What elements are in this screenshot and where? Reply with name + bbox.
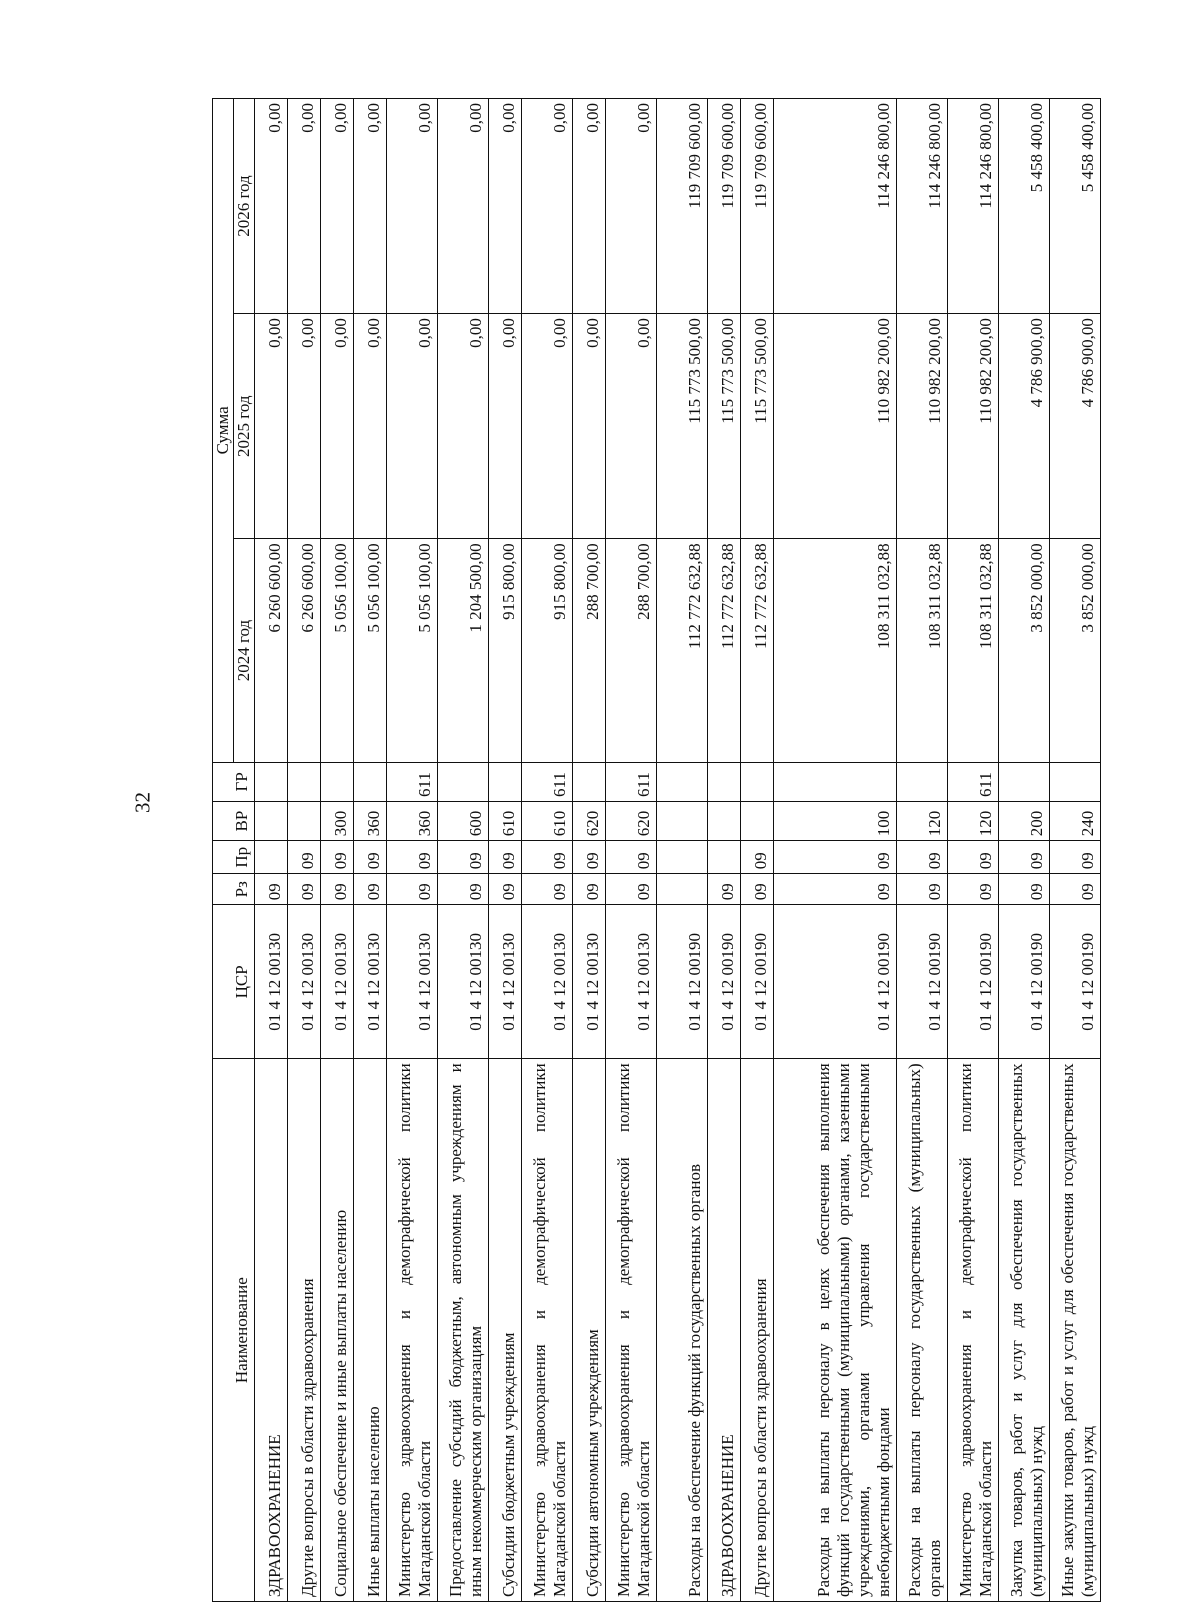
row-rz: 09 [522, 874, 573, 905]
row-pr: 09 [288, 841, 321, 874]
row-sum-2024: 915 800,00 [489, 539, 522, 762]
row-rz: 09 [1050, 874, 1101, 905]
table-row [999, 99, 1050, 1602]
row-vr: 360 [387, 801, 438, 840]
row-rz: 09 [897, 874, 948, 905]
row-sum-2026: 0,00 [354, 99, 387, 314]
row-rz: 09 [708, 874, 741, 905]
row-rz: 09 [321, 874, 354, 905]
row-csr: 01 4 12 00190 [657, 905, 708, 1059]
row-sum-2025: 0,00 [573, 314, 606, 539]
row-sum-2024: 108 311 032,88 [948, 539, 999, 762]
row-name: Другие вопросы в области здравоохранения [288, 1059, 321, 1602]
row-gr [288, 762, 321, 801]
row-rz: 09 [354, 874, 387, 905]
row-pr: 09 [522, 841, 573, 874]
row-pr: 09 [774, 841, 897, 874]
row-vr: 610 [489, 801, 522, 840]
row-name: Министерство здравоохранения и демографической политики Магаданской области [606, 1059, 657, 1602]
row-csr: 01 4 12 00130 [489, 905, 522, 1059]
row-pr: 09 [999, 841, 1050, 874]
table-row [708, 99, 741, 1602]
row-sum-2026: 0,00 [321, 99, 354, 314]
row-sum-2026: 5 458 400,00 [999, 99, 1050, 314]
row-rz: 09 [438, 874, 489, 905]
row-sum-2024: 112 772 632,88 [657, 539, 708, 762]
row-vr: 120 [948, 801, 999, 840]
row-vr [657, 801, 708, 840]
row-pr: 09 [489, 841, 522, 874]
row-sum-2025: 0,00 [321, 314, 354, 539]
row-sum-2026: 119 709 600,00 [657, 99, 708, 314]
row-csr: 01 4 12 00130 [573, 905, 606, 1059]
row-gr [774, 762, 897, 801]
row-sum-2025: 0,00 [387, 314, 438, 539]
row-sum-2026: 114 246 800,00 [948, 99, 999, 314]
row-rz: 09 [948, 874, 999, 905]
row-sum-2026: 5 458 400,00 [1050, 99, 1101, 314]
row-gr [354, 762, 387, 801]
row-sum-2024: 288 700,00 [606, 539, 657, 762]
row-gr [999, 762, 1050, 801]
row-vr: 600 [438, 801, 489, 840]
row-sum-2024: 6 260 600,00 [255, 539, 288, 762]
header-pr: Пр [213, 841, 255, 874]
row-vr: 100 [774, 801, 897, 840]
row-vr [288, 801, 321, 840]
row-name: Иные выплаты населению [354, 1059, 387, 1602]
row-sum-2025: 115 773 500,00 [657, 314, 708, 539]
row-gr [489, 762, 522, 801]
row-sum-2025: 0,00 [522, 314, 573, 539]
row-sum-2024: 6 260 600,00 [288, 539, 321, 762]
header-year-2025: 2025 год [234, 314, 255, 539]
row-csr: 01 4 12 00130 [255, 905, 288, 1059]
row-name: Другие вопросы в области здравоохранения [741, 1059, 774, 1602]
row-vr [741, 801, 774, 840]
table-row [489, 99, 522, 1602]
row-gr: 611 [387, 762, 438, 801]
table-row [522, 99, 573, 1602]
row-name: Иные закупки товаров, работ и услуг для обеспечения государственных (муниципальных) нужд [1050, 1059, 1101, 1602]
row-name: Министерство здравоохранения и демографической политики Магаданской области [522, 1059, 573, 1602]
table-row [354, 99, 387, 1602]
row-vr [708, 801, 741, 840]
row-rz: 09 [573, 874, 606, 905]
row-name: Министерство здравоохранения и демографической политики Магаданской области [387, 1059, 438, 1602]
row-pr: 09 [1050, 841, 1101, 874]
table-row [657, 99, 708, 1602]
row-rz: 09 [288, 874, 321, 905]
row-rz: 09 [255, 874, 288, 905]
page-number: 32 [130, 792, 155, 813]
row-sum-2025: 110 982 200,00 [774, 314, 897, 539]
row-rz: 09 [606, 874, 657, 905]
row-gr [438, 762, 489, 801]
row-name: ЗДРАВООХРАНЕНИЕ [708, 1059, 741, 1602]
table-row [387, 99, 438, 1602]
row-sum-2025: 0,00 [489, 314, 522, 539]
row-pr: 09 [438, 841, 489, 874]
table-row [741, 99, 774, 1602]
row-pr: 09 [948, 841, 999, 874]
row-gr: 611 [522, 762, 573, 801]
header-row-1 [213, 99, 234, 1602]
row-name: Социальное обеспечение и иные выплаты населению [321, 1059, 354, 1602]
row-sum-2024: 288 700,00 [573, 539, 606, 762]
row-sum-2025: 4 786 900,00 [999, 314, 1050, 539]
row-pr: 09 [387, 841, 438, 874]
rotated-table-container [212, 98, 1097, 1602]
row-vr: 620 [573, 801, 606, 840]
header-name: Наименование [213, 1059, 255, 1602]
row-name: Субсидии автономным учреждениям [573, 1059, 606, 1602]
row-sum-2025: 0,00 [288, 314, 321, 539]
row-pr: 09 [741, 841, 774, 874]
row-csr: 01 4 12 00190 [948, 905, 999, 1059]
row-sum-2025: 0,00 [255, 314, 288, 539]
header-year-2024: 2024 год [234, 539, 255, 762]
row-sum-2024: 112 772 632,88 [708, 539, 741, 762]
row-csr: 01 4 12 00190 [897, 905, 948, 1059]
row-sum-2025: 115 773 500,00 [741, 314, 774, 539]
row-gr [255, 762, 288, 801]
row-sum-2026: 119 709 600,00 [741, 99, 774, 314]
row-vr: 360 [354, 801, 387, 840]
row-name: Субсидии бюджетным учреждениям [489, 1059, 522, 1602]
header-vr: ВР [213, 801, 255, 840]
row-sum-2026: 0,00 [489, 99, 522, 314]
row-csr: 01 4 12 00130 [288, 905, 321, 1059]
row-sum-2024: 3 852 000,00 [1050, 539, 1101, 762]
row-csr: 01 4 12 00130 [321, 905, 354, 1059]
row-sum-2026: 0,00 [438, 99, 489, 314]
row-vr: 620 [606, 801, 657, 840]
table-row [897, 99, 948, 1602]
row-sum-2026: 0,00 [255, 99, 288, 314]
row-sum-2026: 0,00 [522, 99, 573, 314]
row-pr [657, 841, 708, 874]
row-vr: 240 [1050, 801, 1101, 840]
row-sum-2026: 0,00 [573, 99, 606, 314]
row-vr: 610 [522, 801, 573, 840]
row-name: Закупка товаров, работ и услуг для обеспечения государственных (муниципальных) нужд [999, 1059, 1050, 1602]
row-csr: 01 4 12 00130 [387, 905, 438, 1059]
row-name: Предоставление субсидий бюджетным, автономным учреждениям и иным некоммерческим организациям [438, 1059, 489, 1602]
row-sum-2024: 3 852 000,00 [999, 539, 1050, 762]
row-csr: 01 4 12 00130 [522, 905, 573, 1059]
row-name: ЗДРАВООХРАНЕНИЕ [255, 1059, 288, 1602]
table-row [438, 99, 489, 1602]
row-name: Расходы на обеспечение функций государственных органов [657, 1059, 708, 1602]
header-csr: ЦСР [213, 905, 255, 1059]
row-pr: 09 [354, 841, 387, 874]
table-row [255, 99, 288, 1602]
row-pr [255, 841, 288, 874]
row-name: Министерство здравоохранения и демографической политики Магаданской области [948, 1059, 999, 1602]
row-rz [657, 874, 708, 905]
row-pr: 09 [573, 841, 606, 874]
row-gr [573, 762, 606, 801]
row-sum-2025: 115 773 500,00 [708, 314, 741, 539]
row-gr [657, 762, 708, 801]
row-rz: 09 [999, 874, 1050, 905]
row-sum-2024: 5 056 100,00 [321, 539, 354, 762]
row-gr [708, 762, 741, 801]
row-pr: 09 [606, 841, 657, 874]
row-name: Расходы на выплаты персоналу государственных (муниципальных) органов [897, 1059, 948, 1602]
row-csr: 01 4 12 00190 [774, 905, 897, 1059]
row-rz: 09 [387, 874, 438, 905]
row-sum-2026: 0,00 [288, 99, 321, 314]
row-sum-2026: 0,00 [387, 99, 438, 314]
row-vr: 200 [999, 801, 1050, 840]
row-csr: 01 4 12 00130 [354, 905, 387, 1059]
row-sum-2026: 114 246 800,00 [774, 99, 897, 314]
row-sum-2024: 112 772 632,88 [741, 539, 774, 762]
row-sum-2024: 5 056 100,00 [387, 539, 438, 762]
row-sum-2024: 915 800,00 [522, 539, 573, 762]
row-sum-2026: 0,00 [606, 99, 657, 314]
header-gr: ГР [213, 762, 255, 801]
row-sum-2026: 119 709 600,00 [708, 99, 741, 314]
header-year-2026: 2026 год [234, 99, 255, 314]
budget-table [212, 98, 1101, 1602]
row-sum-2025: 4 786 900,00 [1050, 314, 1101, 539]
row-csr: 01 4 12 00130 [606, 905, 657, 1059]
row-vr: 300 [321, 801, 354, 840]
row-sum-2025: 110 982 200,00 [897, 314, 948, 539]
row-csr: 01 4 12 00190 [708, 905, 741, 1059]
row-vr [255, 801, 288, 840]
table-row [573, 99, 606, 1602]
row-sum-2024: 108 311 032,88 [897, 539, 948, 762]
row-gr: 611 [948, 762, 999, 801]
row-gr [321, 762, 354, 801]
row-csr: 01 4 12 00190 [999, 905, 1050, 1059]
row-gr [1050, 762, 1101, 801]
row-gr [741, 762, 774, 801]
row-sum-2024: 1 204 500,00 [438, 539, 489, 762]
row-sum-2026: 114 246 800,00 [897, 99, 948, 314]
row-sum-2025: 0,00 [438, 314, 489, 539]
header-sum: Сумма [213, 99, 234, 763]
row-csr: 01 4 12 00190 [741, 905, 774, 1059]
row-rz: 09 [489, 874, 522, 905]
row-vr: 120 [897, 801, 948, 840]
table-row [1050, 99, 1101, 1602]
header-rz: Рз [213, 874, 255, 905]
row-sum-2025: 0,00 [354, 314, 387, 539]
row-rz: 09 [774, 874, 897, 905]
row-csr: 01 4 12 00130 [438, 905, 489, 1059]
row-name: Расходы на выплаты персоналу в целях обеспечения выполнения функций государственными (муниципальными) органами, казенными учреждениями, органами управления государственными внебюджетными фондами [774, 1059, 897, 1602]
row-gr: 611 [606, 762, 657, 801]
row-rz: 09 [741, 874, 774, 905]
row-sum-2025: 0,00 [606, 314, 657, 539]
row-sum-2024: 108 311 032,88 [774, 539, 897, 762]
table-row [288, 99, 321, 1602]
row-pr: 09 [321, 841, 354, 874]
row-sum-2025: 110 982 200,00 [948, 314, 999, 539]
table-row [606, 99, 657, 1602]
row-pr: 09 [897, 841, 948, 874]
row-pr [708, 841, 741, 874]
row-sum-2024: 5 056 100,00 [354, 539, 387, 762]
table-row [774, 99, 897, 1602]
table-row [321, 99, 354, 1602]
row-csr: 01 4 12 00190 [1050, 905, 1101, 1059]
row-gr [897, 762, 948, 801]
table-row [948, 99, 999, 1602]
